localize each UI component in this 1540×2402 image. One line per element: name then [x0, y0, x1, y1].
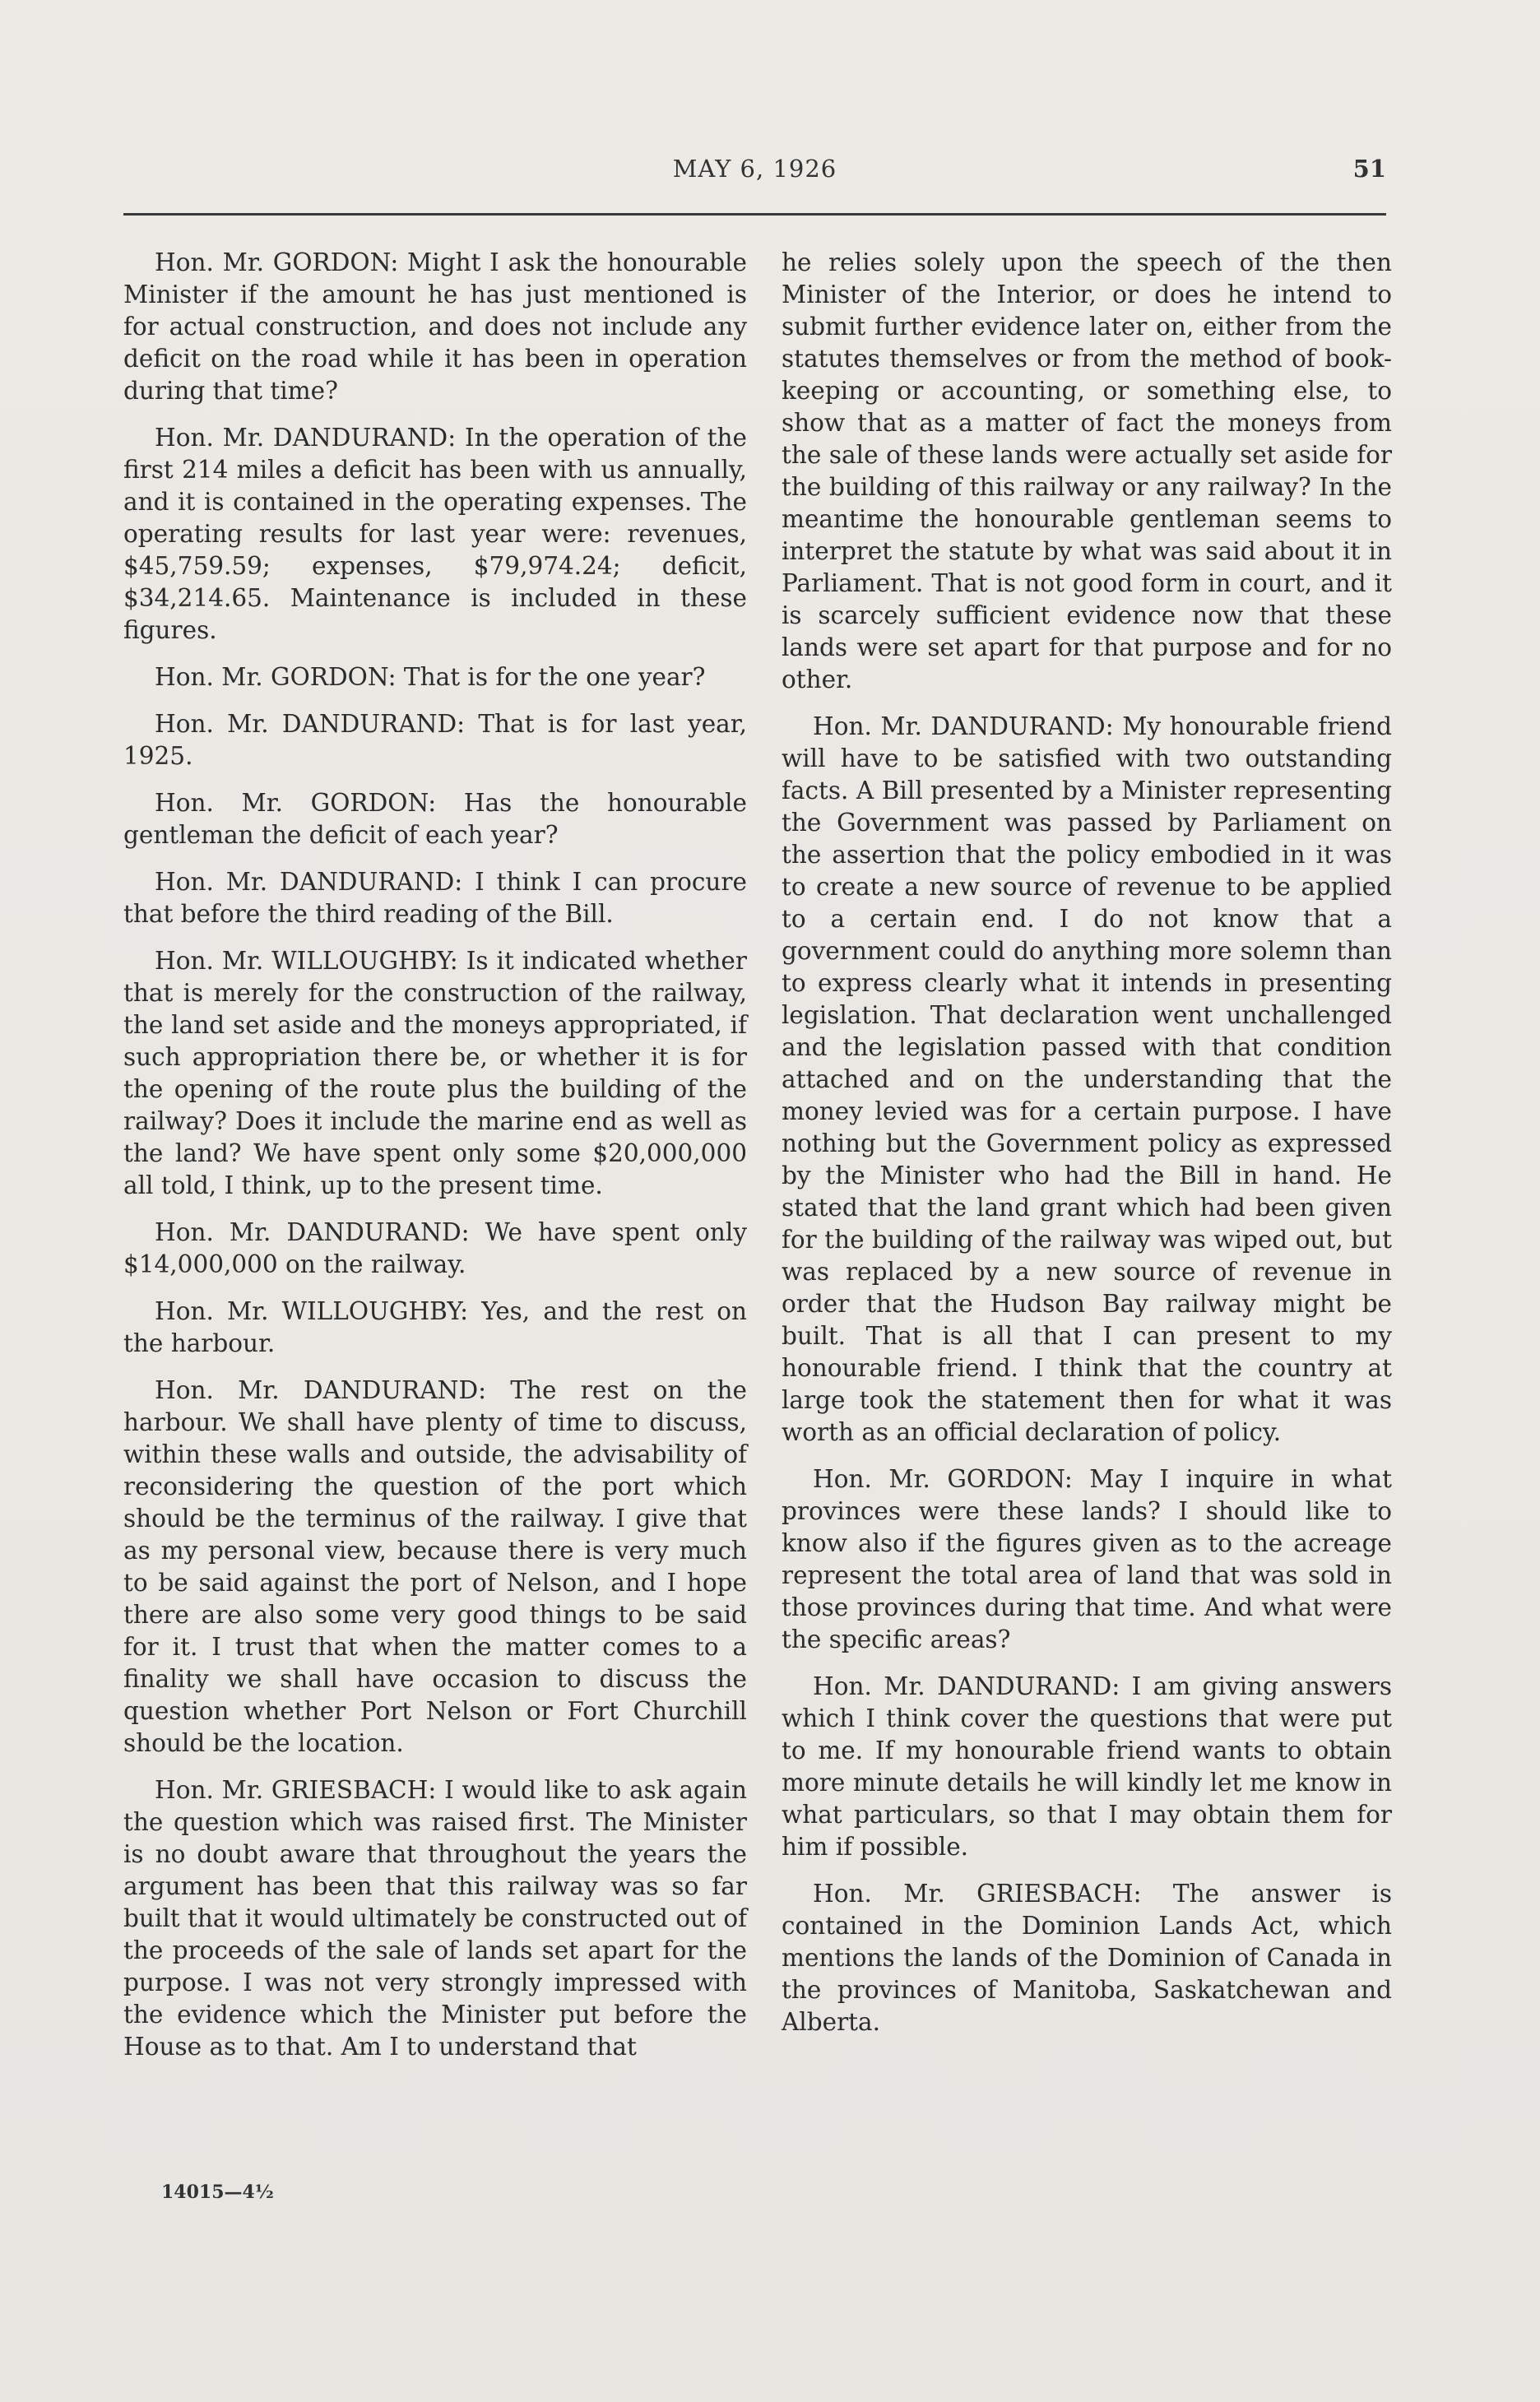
right-column: [782, 247, 1392, 2053]
paragraph: Hon. Mr. WILLOUGHBY: Is it indicated whether that is merely for the construction of the railway, the land set aside and the moneys appropriated, if such appropriation there be, or whether it is for the opening of the route plus the building of the railway? Does it include the marine end as well as the land? We have spent only some $20,000,000 all told, I think, up to the present time.: [123, 947, 747, 1199]
header-rule: [123, 213, 1386, 216]
paragraph: Hon. Mr. DANDURAND: That is for last year, 1925.: [123, 710, 747, 770]
page-header: [123, 155, 1386, 194]
paragraph: Hon. Mr. GORDON: That is for the one year?: [155, 663, 706, 691]
paragraph: Hon. Mr. GRIESBACH: The answer is contained in the Dominion Lands Act, which mentions the lands of the Dominion of Canada in the provinces of Manitoba, Saskatchewan and Alberta.: [782, 1880, 1392, 2036]
paragraph: Hon. Mr. DANDURAND: In the operation of the first 214 miles a deficit has been with us annually, and it is contained in the operating expenses. The operating results for last year were: revenues, $45,759.59; expenses, $79,974.24; deficit, $34,214.65. Maintenance is included in these figures.: [123, 424, 747, 644]
paragraph: Hon. Mr. DANDURAND: My honourable friend will have to be satisfied with two outstanding facts. A Bill presented by a Minister representing the Government was passed by Parliament on the assertion that the policy embodied in it was to create a new source of revenue to be applied to a certain end. I do not know that a government could do anything more solemn than to express clearly what it intends in presenting legislation. That declaration went unchallenged and the legislation passed with that condition attached and on the understanding that the money levied was for a certain purpose. I have nothing but the Government policy as expressed by the Minister who had the Bill in hand. He stated that the land grant which had been given for the building of the railway was wiped out, but was replaced by a new source of revenue in order that the Hudson Bay railway might be built. That is all that I can present to my honourable friend. I think that the country at large took the statement then for what it was worth as an official declaration of policy.: [782, 712, 1392, 1446]
paragraph-continuation: he relies solely upon the speech of the then Minister of the Interior, or does he intend to submit further evidence later on, either from the statutes themselves or from the method of book-keeping or accounting, or something else, to show that as a matter of fact the moneys from the sale of these lands were actually set aside for the building of this railway or any railway? In the meantime the honourable gentleman seems to interpret the statute by what was said about it in Parliament. That is not good form in court, and it is scarcely sufficient evidence now that these lands were set apart for that purpose and for no other.: [782, 248, 1392, 693]
paragraph: Hon. Mr. DANDURAND: I think I can procure that before the third reading of the Bill.: [123, 868, 747, 928]
paragraph: Hon. Mr. GORDON: Might I ask the honourable Minister if the amount he has just mentioned is for actual construction, and does not include any deficit on the road while it has been in operation during that time?: [123, 248, 747, 405]
paragraph: Hon. Mr. DANDURAND: The rest on the harbour. We shall have plenty of time to discuss, within these walls and outside, the advisability of reconsidering the question of the port which should be the terminus of the railway. I give that as my personal view, because there is very much to be said against the port of Nelson, and I hope there are also some very good things to be said for it. I trust that when the matter comes to a finality we shall have occasion to discuss the question whether Port Nelson or Fort Churchill should be the location.: [123, 1376, 747, 1757]
paragraph: Hon. Mr. GRIESBACH: I would like to ask again the question which was raised first. The Minister is no doubt aware that throughout the years the argument has been that this railway was so far built that it would ultimately be constructed out of the proceeds of the sale of lands set apart for the purpose. I was not very strongly impressed with the evidence which the Minister put before the House as to that. Am I to understand that: [123, 1776, 747, 2061]
paragraph: Hon. Mr. WILLOUGHBY: Yes, and the rest on the harbour.: [123, 1297, 747, 1357]
page-number: 51: [1352, 155, 1386, 183]
paragraph: Hon. Mr. DANDURAND: We have spent only $14,000,000 on the railway.: [123, 1218, 747, 1278]
header-date: MAY 6, 1926: [672, 155, 837, 183]
paragraph: Hon. Mr. GORDON: Has the honourable gentleman the deficit of each year?: [123, 789, 747, 849]
paragraph: Hon. Mr. DANDURAND: I am giving answers which I think cover the questions that were put to me. If my honourable friend wants to obtain more minute details he will kindly let me know in what particulars, so that I may obtain them for him if possible.: [782, 1672, 1392, 1861]
paragraph: Hon. Mr. GORDON: May I inquire in what provinces were these lands? I should like to know also if the figures given as to the acreage represent the total area of land that was sold in those provinces during that time. And what were the specific areas?: [782, 1465, 1392, 1653]
left-column: [123, 247, 747, 2078]
print-signature: 14015—4½: [161, 2182, 274, 2203]
